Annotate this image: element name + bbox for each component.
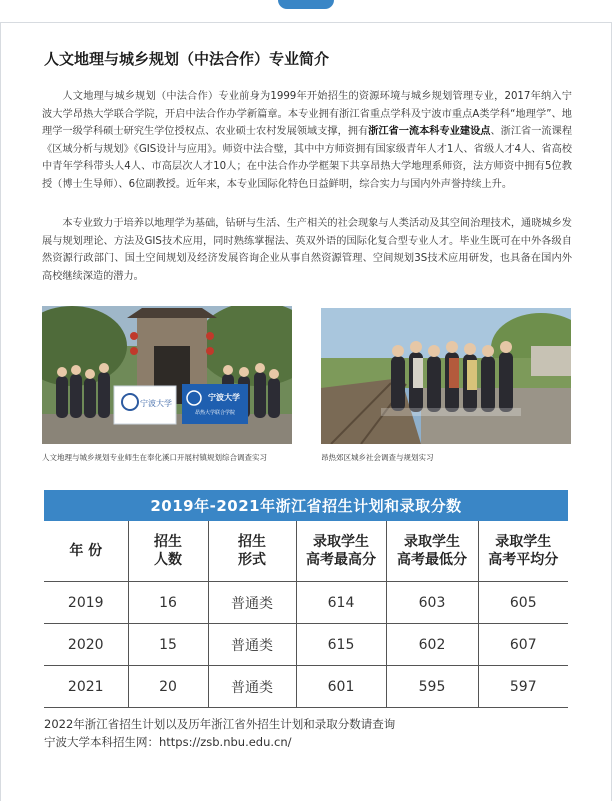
cell-form: 普通类 (208, 666, 296, 708)
table-title: 2019年-2021年浙江省招生计划和录取分数 (44, 490, 568, 521)
cell-min: 595 (386, 666, 478, 708)
footer-line-1: 2022年浙江省招生计划以及历年浙江省外招生计划和录取分数请查询 (44, 717, 396, 731)
header-plan-count: 招生 人数 (128, 521, 208, 582)
photo-village-survey (42, 306, 292, 444)
header-max-score: 录取学生 高考最高分 (296, 521, 386, 582)
table-row (44, 624, 568, 666)
photo-angers-survey (321, 308, 571, 444)
cell-form: 普通类 (208, 582, 296, 624)
cell-year: 2020 (44, 624, 128, 666)
header-avg-score: 录取学生 高考平均分 (478, 521, 568, 582)
header-year: 年 份 (44, 521, 128, 582)
cell-max: 614 (296, 582, 386, 624)
cell-year: 2021 (44, 666, 128, 708)
cell-count: 20 (128, 666, 208, 708)
cell-count: 15 (128, 624, 208, 666)
intro-highlight: 浙江省一流本科专业建设点 (368, 126, 491, 138)
admission-scores-table (44, 521, 568, 708)
photo-caption-left: 人文地理与城乡规划专业师生在奉化溪口开展村镇规划综合调查实习 (42, 453, 267, 462)
intro-text-a: 人文地理与城乡规划（中法合作）专业前身为1999年开始招生的资源环境与城乡规划管理专业，2017年纳入宁波大学昂热大学联合学院，开启中法合作办学新篇章。本专业拥有浙江省重点学科及宁波市重点A类学科“地理学”、地理学一级学科硕士研究生学位授权点、农业硕士农村发展领域支撑，拥有 (42, 91, 572, 138)
cell-count: 16 (128, 582, 208, 624)
intro-text-b: 、浙江省一流课程《区域分析与规划》《GIS设计与应用》。师资中法合璧，其中中方师资拥有国家级青年人才1人、省级人才4人、省高校中青年学科带头人4人、市高层次人才10人；在中法合作办学框架下共享昂热大学地理系师资，法方师资中拥有5位教授（博士生导师）、6位副教授。近年来，本专业国际化特色日益鲜明，综合实力与国内外声誉持续上升。 (42, 126, 573, 190)
intro-paragraph-2: 本专业致力于培养以地理学为基础，钻研与生活、生产相关的社会现象与人类活动及其空间治理技术，通晓城乡发展与规划理论、方法及GIS技术应用，同时熟练掌握法、英双外语的国际化复合型专业人才。毕业生既可在中外各级自然资源行政部门、国土空间规划及经济发展咨询企业从事自然资源管理、空间规划3S技术应用研发，也具备在国内外高校继续深造的潜力。 (42, 218, 572, 282)
cell-avg: 605 (478, 582, 568, 624)
table-row (44, 582, 568, 624)
banner-left-text: 宁波大学 (140, 399, 172, 408)
footer-note (44, 716, 574, 751)
table-header-row (44, 521, 568, 582)
cell-year: 2019 (44, 582, 128, 624)
top-tab-decoration (278, 0, 334, 9)
cell-min: 602 (386, 624, 478, 666)
page-title: 人文地理与城乡规划（中法合作）专业简介 (44, 50, 330, 68)
photo-caption-right: 昂热郊区城乡社会调查与规划实习 (321, 453, 434, 462)
footer-line-2[interactable]: 宁波大学本科招生网：https://zsb.nbu.edu.cn/ (44, 734, 292, 749)
cell-max: 615 (296, 624, 386, 666)
intro-paragraph-1 (42, 88, 572, 194)
cell-avg: 607 (478, 624, 568, 666)
cell-min: 603 (386, 582, 478, 624)
header-plan-form: 招生 形式 (208, 521, 296, 582)
banner-right-subtext: 昂热大学联合学院 (194, 410, 236, 416)
cell-max: 601 (296, 666, 386, 708)
header-min-score: 录取学生 高考最低分 (386, 521, 478, 582)
table-row (44, 666, 568, 708)
cell-avg: 597 (478, 666, 568, 708)
cell-form: 普通类 (208, 624, 296, 666)
banner-right-text: 宁波大学 (208, 393, 240, 402)
